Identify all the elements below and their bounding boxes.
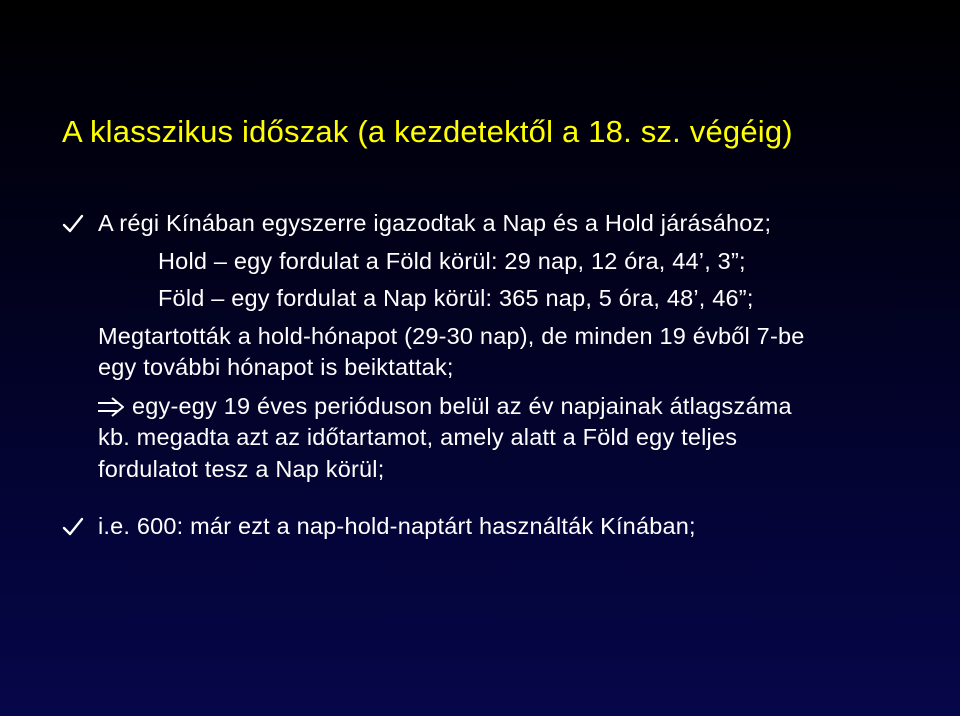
implies-arrow-icon xyxy=(96,397,126,417)
bullet1-line2: Hold – egy fordulat a Föld körül: 29 nap, 12 óra, 44’, 3”; xyxy=(158,248,746,274)
slide-title: A klasszikus időszak (a kezdetektől a 18. sz. végéig) xyxy=(62,114,793,149)
bullet1-line5: egy további hónapot is beiktattak; xyxy=(98,354,454,380)
bullet1-line8: fordulatot tesz a Nap körül; xyxy=(98,456,385,482)
bullet1-line6: egy-egy 19 éves perióduson belül az év napjainak átlagszáma xyxy=(132,393,792,419)
bullet2-line1: i.e. 600: már ezt a nap-hold-naptárt használták Kínában; xyxy=(98,513,696,539)
checkmark-icon xyxy=(62,517,84,537)
bullet1-line7: kb. megadta azt az időtartamot, amely alatt a Föld egy teljes xyxy=(98,424,738,450)
bullet1-line3: Föld – egy fordulat a Nap körül: 365 nap, 5 óra, 48’, 46”; xyxy=(158,285,754,311)
bullet1-line1: A régi Kínában egyszerre igazodtak a Nap és a Hold járásához; xyxy=(98,210,772,236)
bullet1-line4: Megtartották a hold-hónapot (29-30 nap), de minden 19 évből 7-be xyxy=(98,323,805,349)
checkmark-icon xyxy=(62,214,84,234)
